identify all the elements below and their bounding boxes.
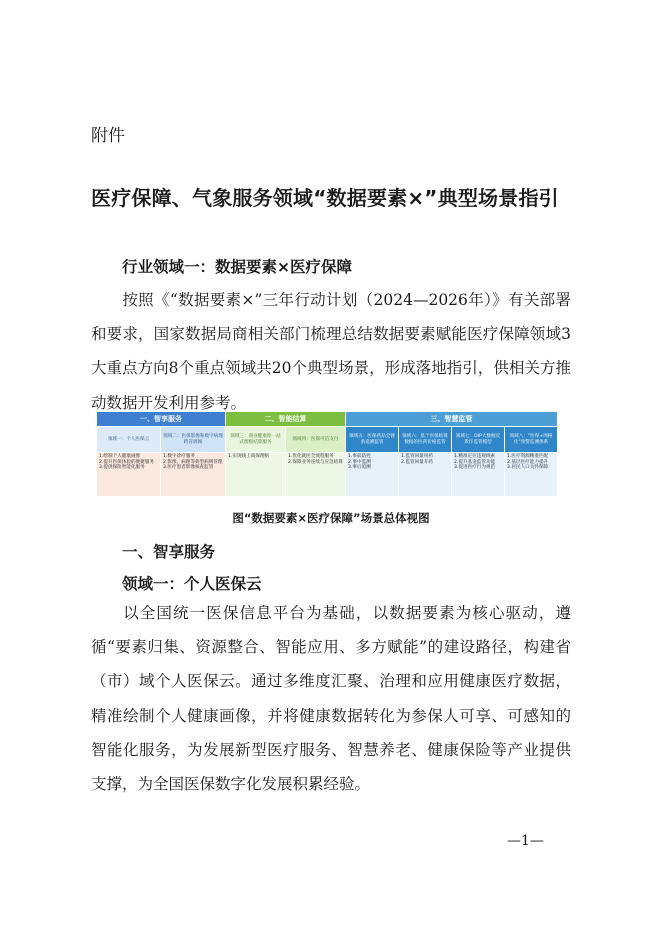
scenario-item: 2.提升医保体验的便捷服务 (99, 459, 154, 465)
scenario-cell (505, 453, 557, 496)
scenario-item: 1.监管回量用药 (401, 454, 433, 459)
domain-paragraph: 以全国统一医保信息平台为基础，以数据要素为核心驱动，遵循“要素归集、资源整合、智能应用、多方赋能”的建设路径，构建省（市）域个人医保云。通过多维度汇聚、治理和应用健康医疗数据，精准绘制个人健康画像，并将健康数据转化为参保人可享、可感知的智能化服务，为发展新型医疗服务、智慧养老、健康保险等产业提供支撑，为全国医保数字化发展积累经验。 (91, 604, 571, 794)
scenario-cell (346, 453, 398, 496)
scenario-item: 1.事前防控 (348, 454, 371, 459)
subsection-heading: 一、智享服务 (122, 543, 216, 561)
scenario-item: 1.实现线上商保理赔 (228, 454, 270, 459)
scenario-item: 1.数字诊疗服务 (163, 454, 195, 459)
domain-cell: 领域三：商业健康险一站式理赔结算服务 (226, 427, 285, 452)
scenario-item: 1.绘制个人健康画像 (99, 454, 141, 459)
scenario-cell (226, 453, 285, 496)
scenario-item: 2.影像、病理等典型病例管理 (163, 459, 223, 465)
page-number: —1— (507, 833, 544, 849)
domain-cell: 领域二：医保影像和数字病理跨省调阅 (161, 427, 225, 452)
direction-band-service: 一、智享服务 (97, 412, 225, 426)
direction-band-settlement: 二、智能结算 (226, 412, 345, 426)
scenario-item: 2.基层医疗能力提升 (507, 459, 549, 465)
domain-cell: 领域六：基于医保结算数据的医药价格监管 (399, 427, 451, 452)
scenario-item: 3.医疗患者影像核查监管 (163, 465, 214, 471)
section-heading: 行业领域一：数据要素×医疗保障 (122, 258, 352, 276)
overview-figure (97, 412, 557, 496)
scenario-item: 3.促进医疗行为规范 (454, 465, 496, 471)
scenario-item: 1.优化就医全流程服务 (288, 454, 334, 459)
scenario-item: 1.医疗资源精准匹配 (507, 454, 549, 459)
domain-cell: 领域八：“医保+网格化”预警监测体系 (505, 427, 557, 452)
scenario-item: 2.提升基金监管功能 (454, 459, 496, 465)
scenario-cell (97, 453, 160, 496)
scenario-cell (286, 453, 345, 496)
scenario-item: 3.事后追溯 (348, 465, 371, 471)
scenario-item: 2.保障业务连续与应急结算 (288, 459, 343, 465)
scenario-item: 3.提供保险智能化服务 (99, 465, 145, 471)
domain-cell: 领域七：DIP大数据反欺诈监管模型 (452, 427, 504, 452)
domain-heading: 领域一：个人医保云 (122, 575, 262, 593)
scenario-item: 2.事中监测 (348, 459, 371, 465)
document-title: 医疗保障、气象服务领域“数据要素×”典型场景指引 (91, 186, 559, 210)
scenario-cell (399, 453, 451, 496)
scenario-item: 1.精准定位违规线索 (454, 454, 496, 459)
scenario-cell (452, 453, 504, 496)
figure-caption: 图“数据要素×医疗保障”场景总体视图 (232, 511, 430, 525)
scenario-cell (161, 453, 225, 496)
domain-cell: 领域一：个人医保云 (97, 427, 160, 452)
scenario-item: 3.居民人口关怀保障 (507, 465, 549, 471)
domain-cell: 领域五：医保药品全链条追溯监管 (346, 427, 398, 452)
intro-paragraph: 按照《“数据要素×”三年行动计划（2024—2026年）》有关部署和要求，国家数据局商相关部门梳理总结数据要素赋能医疗保障领域3大重点方向8个重点领域共20个典型场景，形成落地指引，供相关方推动数据开发利用参考。 (91, 291, 571, 412)
scenario-item: 2.监管回量开药 (401, 459, 433, 465)
direction-band-supervision: 三、智慧监管 (346, 412, 557, 426)
attachment-label: 附件 (91, 126, 125, 146)
domain-cell: 领域四：医保可信支付 (286, 427, 345, 452)
